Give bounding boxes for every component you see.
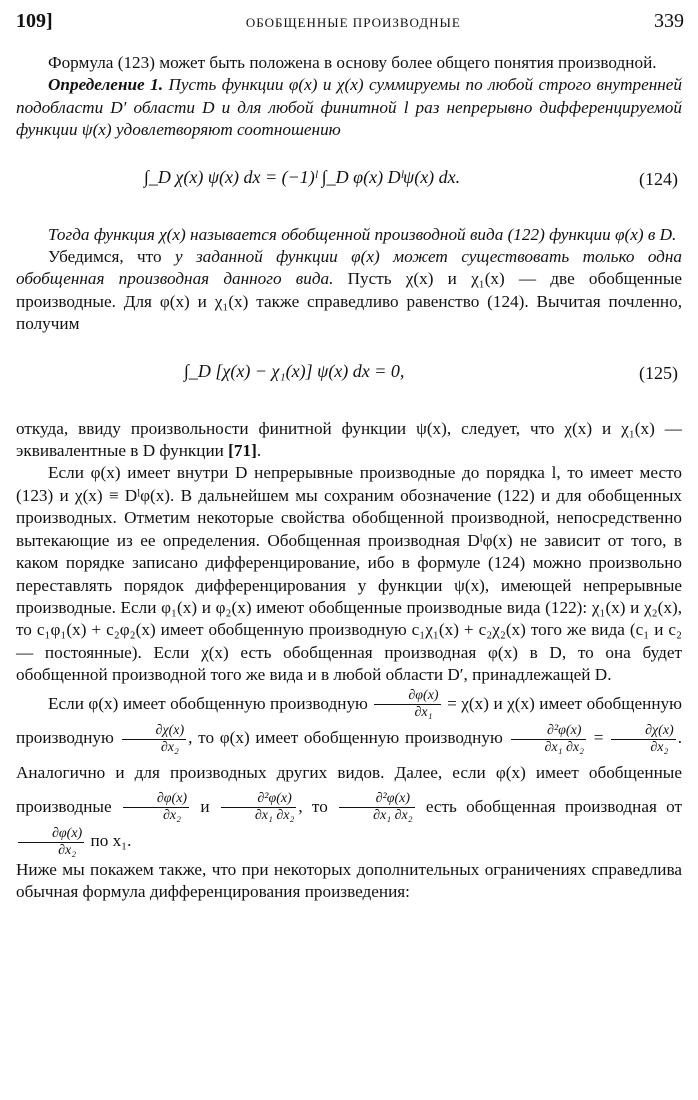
equation-125 <box>16 342 682 412</box>
mixed-text-4: = <box>593 728 604 748</box>
mixed-text-8: есть обобщенная производная от <box>425 796 683 816</box>
reference-71: [71] <box>228 441 257 461</box>
paragraph-intro: Формула (123) может быть положена в основу более общего понятия производной. <box>48 53 657 72</box>
mixed-text-9: по x₁. <box>90 831 132 851</box>
definition-paragraph <box>16 74 682 141</box>
mixed-text-2: = χ(x) и χ(x) имеет обобщенную производную <box>16 693 682 748</box>
paragraph-uniqueness <box>16 246 682 336</box>
equation-125-number: (125) <box>639 362 678 383</box>
fraction-5: $\frac{\partial\varphi(x)}{\text{∂x₂}}$ <box>123 791 189 824</box>
page-number: 339 <box>653 10 684 32</box>
equation-124 <box>16 148 682 218</box>
equation-124-number: (124) <box>639 168 678 189</box>
fraction-3: $\frac{\text{∂²φ(x)}}{\text{∂x₁ ∂x₂}}$ <box>511 723 587 756</box>
mixed-text-5: . Аналогично и для производных других видов. Далее, если φ(x) имеет обобщенные производные <box>16 728 682 816</box>
paragraph-generalized-derivative: Тогда функция χ(x) называется обобщенной производной вида (122) функции φ(x) в D. <box>48 224 677 244</box>
paragraph-mixed-derivatives <box>16 687 682 859</box>
page-header <box>16 10 684 38</box>
conclusion-text: откуда, ввиду произвольности финитной функции ψ(x), следует, что χ(x) и χ₁(x) — эквивалентные в D функции <box>16 418 682 461</box>
equation-124-expression: ∫_D χ(x) ψ(x) dx = (−1)ˡ ∫_D φ(x) Dˡψ(x) dx. <box>144 166 461 187</box>
mixed-text-6: и <box>200 796 210 816</box>
paragraph-properties: Если φ(x) имеет внутри D непрерывные производные до порядка l, то имеет место (123) и χ(x) ≡ Dˡφ(x). В дальнейшем мы сохраним обозначение (122) и для обобщенных производных. Отметим некоторые свойства обобщенной производной, непосредственно вытекающие из ее определения. Обобщенная производная Dˡφ(x) не зависит от того, в каком порядке записано дифференцирование, ибо в формуле (124) можно произвольно переставлять порядок дифференцирования у функции ψ(x), имеющей непрерывные производные. Если φ₁(x) и φ₂(x) имеют обобщенные производные вида (122): χ₁(x) и χ₂(x), то c₁φ₁(x) + c₂φ₂(x) имеет обобщенную производную c₁χ₁(x) + c₂χ₂(x) того же вида (c₁ и c₂ — постоянные). Если χ(x) есть обобщенная производная φ(x) в D, то она будет обобщенной производной того же вида и в любой области D′, принадлежащей D. <box>16 463 682 685</box>
page-body <box>16 52 682 904</box>
fraction-1: $\frac{\partial\varphi(x)}{\text{∂x₁}}$ <box>374 688 440 721</box>
fraction-4: $\frac{\partial\chi(x)}{\text{∂x₂}}$ <box>611 723 676 756</box>
definition-label: Определение 1. <box>48 75 164 95</box>
paragraph-conclusion: откуда, ввиду произвольности финитной функции ψ(x), следует, что χ(x) и χ₁(x) — эквивалентные в D функции [71]. <box>16 418 682 461</box>
uniqueness-claim: у заданной функции φ(x) может существовать только одна обобщенная производная данного вида. <box>16 247 682 289</box>
mixed-text-7: , то <box>298 796 328 816</box>
fraction-2: $\frac{\partial\chi(x)}{\text{∂x₂}}$ <box>122 723 187 756</box>
uniqueness-proof: Пусть χ(x) и χ₁(x) — две обобщенные производные. Для φ(x) и χ₁(x) также справедливо равенство (124). Вычитая почленно, получим <box>16 269 683 334</box>
mixed-text-3: , то φ(x) имеет обобщенную производную <box>188 728 503 748</box>
uniqueness-lead: Убедимся, что <box>48 247 162 267</box>
paragraph-product-rule: Ниже мы покажем также, что при некоторых дополнительных ограничениях справедлива обычная формула дифференцирования произведения: <box>16 859 682 902</box>
running-title: ОБОБЩЕННЫЕ ПРОИЗВОДНЫЕ <box>245 15 461 30</box>
mixed-text-1: Если φ(x) имеет обобщенную производную <box>48 693 368 713</box>
definition-text: Пусть функции φ(x) и χ(x) суммируемы по любой строго внутренней подобласти D′ области D и для любой финитной l раз непрерывно дифференцируемой функции ψ(x) удовлетворяют соотношению <box>16 75 683 140</box>
equation-125-expression: ∫_D [χ(x) − χ₁(x)] ψ(x) dx = 0, <box>184 360 405 381</box>
fraction-8: $\frac{\partial\varphi(x)}{\text{∂x₂}}$ <box>18 826 84 859</box>
section-number: 109] <box>16 10 53 32</box>
fraction-7: $\frac{\text{∂²φ(x)}}{\text{∂x₁ ∂x₂}}$ <box>339 791 415 824</box>
fraction-6: $\frac{\text{∂²φ(x)}}{\text{∂x₁ ∂x₂}}$ <box>221 791 297 824</box>
